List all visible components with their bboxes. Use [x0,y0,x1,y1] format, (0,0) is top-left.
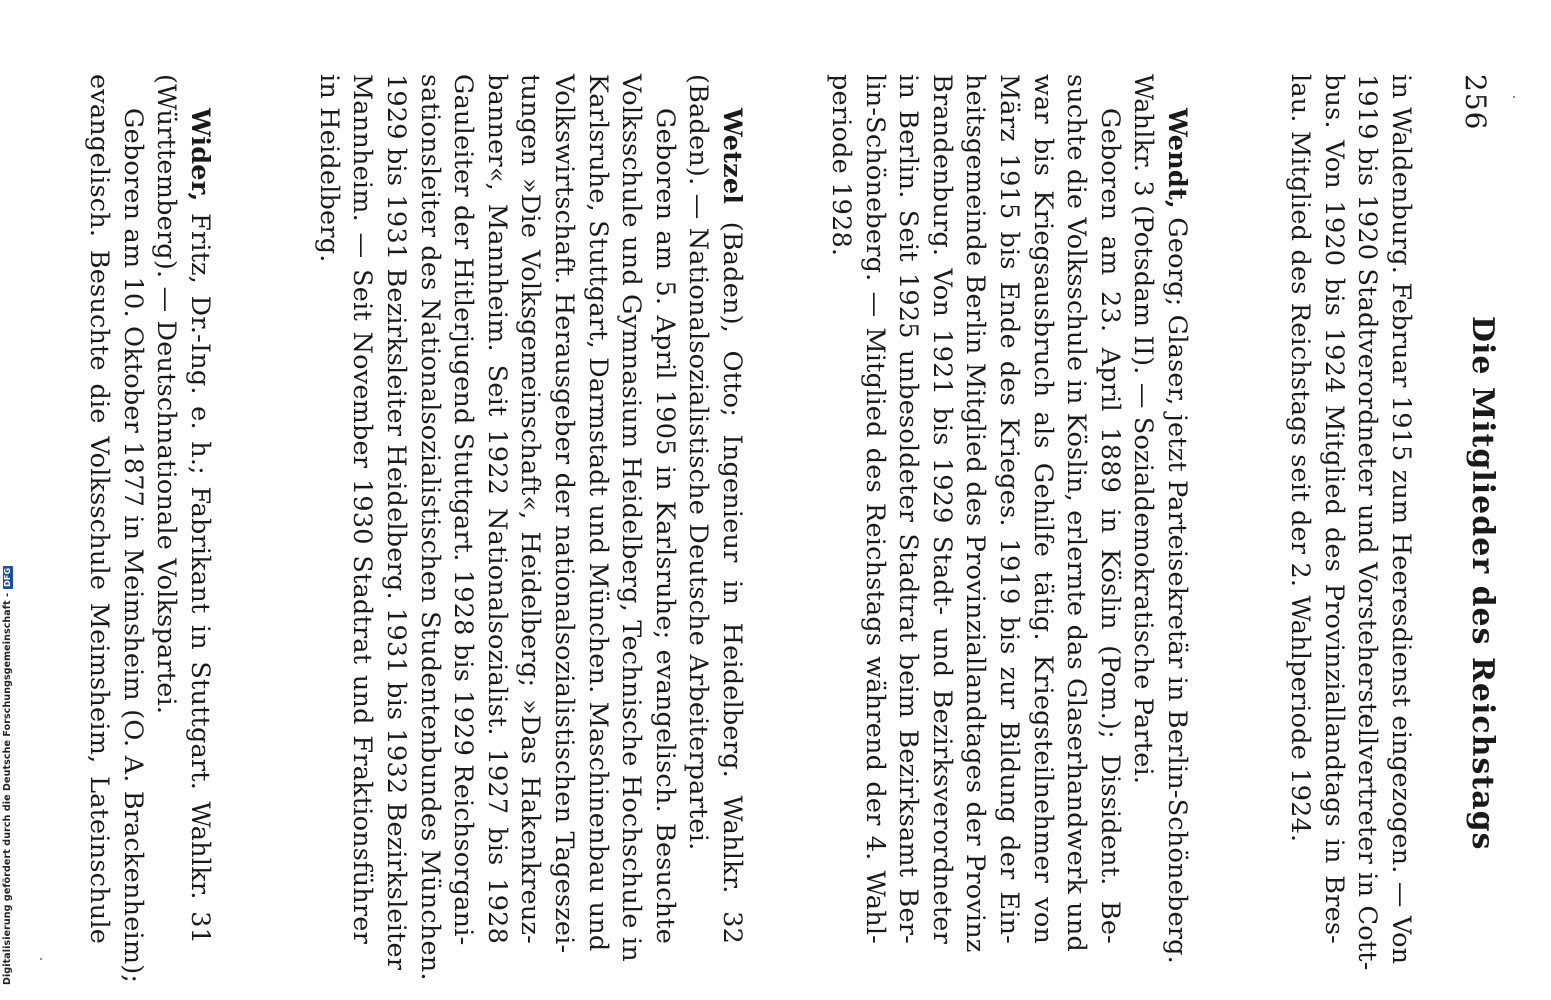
entry-name: Wendt, [1162,108,1192,210]
text-line: war bis Kriegsausbruch als Gehilfe tätig. Kriegsteilnehmer von [1027,74,1058,944]
entry-wetzel [311,74,748,981]
text-line: (Baden). — Nationalsozialistische Deutsche Arbeiterpartei. [683,74,714,851]
text-line: Wahlkr. 3 (Potsdam II). — Sozialdemokratische Partei. [1128,74,1159,785]
text-line: 1929 bis 1931 Bezirksleiter Heidelberg. 1931 bis 1932 Bezirksleiter [381,74,412,971]
entry-heading-text: Fritz, Dr.-Ing. e. h.; Fabrikant in Stuttgart. Wahlkr. 31 [185,201,215,944]
entry-heading-line [182,74,216,944]
entry-heading-line [1159,74,1193,964]
text-line: Volkswirtschaft. Herausgeber der nationalsozialistischen Tageszei- [549,74,580,954]
text-line: lin-Schöneberg. — Mitglied des Reichstags während der 4. Wahl- [859,74,890,944]
text-line: banner«, Mannheim. Seit 1922 Nationalsozialist. 1927 bis 1928 [481,74,512,944]
text-line: Brandenburg. Von 1921 bis 1929 Stadt- und Bezirksverordneter [926,74,957,944]
scan-speck [1513,96,1515,98]
credit-text: Digitalisierung gefördert durch die Deutsche Forschungsgemeinschaft - [2,592,13,985]
entry-wendt [823,74,1193,964]
text-line: Geboren am 5. April 1905 in Karlsruhe; evangelisch. Besuchte [649,108,680,944]
text-line: Volksschule und Gymnasium Heidelberg, Technische Hochschule in [616,74,647,962]
entry-heading-text: Georg; Glaser, jetzt Parteisekretär in Berlin-Schöneberg. [1162,209,1192,964]
running-title: Die Mitglieder des Reichstags [1465,316,1500,851]
scan-speck [40,958,42,960]
entry-name: Wetzel [717,108,747,205]
text-line: in Waldenburg. Februar 1915 zum Heeresdienst eingezogen. — Von [1386,74,1416,965]
text-line: Geboren am 10. Oktober 1877 in Meimsheim (O. A. Brackenheim); [117,108,148,984]
text-line: suchte die Volksschule in Köslin, erlernte das Glaserhandwerk und [1061,74,1092,953]
text-line: lau. Mitglied des Reichstags seit der 2. Wahlperiode 1924. [1285,74,1316,843]
entry-heading-line [714,74,748,944]
text-line: heitsgemeinde Berlin Mitglied des Provinziallandtages der Provinz [960,74,991,953]
entry-heading-text: (Baden), Otto; Ingenieur in Heidelberg. Wahlkr. 32 [717,204,747,944]
text-line: bus. Von 1920 bis 1924 Mitglied des Provinziallandtags in Bres- [1318,74,1349,944]
text-line: in Heidelberg. [313,74,344,263]
text-line: 1919 bis 1920 Stadtverordneter und Vorsteherstellvertreter in Cott- [1352,74,1383,971]
text-line: Mannheim. — Seit November 1930 Stadtrat und Fraktionsführer [347,74,378,944]
text-line: sationsleiter des Nationalsozialistischen Studentenbundes München. [414,74,445,981]
text-line: evangelisch. Besuchte die Volksschule Meimsheim, Lateinschule [84,74,115,944]
dfg-logo: DFG [2,567,12,587]
text-line: periode 1928. [826,74,857,257]
text-line: Karlsruhe, Stuttgart, Darmstadt und München. Maschinenbau und [582,74,613,952]
text-line: März 1915 bis Ende des Krieges. 1919 bis zur Bildung der Ein- [994,74,1025,944]
entry-continuation [1283,74,1417,971]
text-line: tungen »Die Volksgemeinschaft«, Heidelberg; »Das Hakenkreuz- [515,74,546,944]
text-line: Gauleiter der Hitlerjugend Stuttgart. 1928 bis 1929 Reichsorgani- [448,74,479,946]
digitization-credit [2,566,13,985]
text-line: (Württemberg). — Deutschnationale Volkspartei. [151,74,182,715]
text-line: Geboren am 23. April 1889 in Köslin (Pom.); Dissident. Be- [1094,108,1125,944]
page-number: 256 [1459,74,1492,131]
entry-wider [82,74,216,984]
entry-name: Wider, [185,108,215,202]
text-line: in Berlin. Seit 1925 unbesoldeter Stadtrat beim Bezirksamt Ber- [893,74,924,944]
